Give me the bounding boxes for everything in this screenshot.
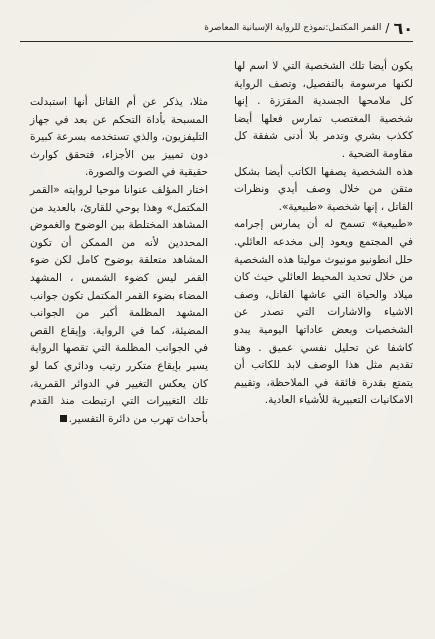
page-header xyxy=(20,16,413,40)
paragraph-text: اختار المؤلف عنوانا موحيا لروايته «القمر المكتمل» وهذا يوحي للقارئ، بالعديد من المشاهد المختلطة بين الوضوح والغموض المحددين لأنه من الممكن أن تكون المشاهد متعلقة بوضوح كامل لكن ضوء القمر ليس كضوء الشمس ، المشهد المضاء بضوء القمر المكتمل تكون جوانب المشهد المظلمة أكبر من الجوانب المضيئة، كما في الرواية. وإيقاع القص في الجوانب المظلمة التي تقصها الرواية يسير بإيقاع متكرر رتيب ودائري كما لو كان يعكس التغيير في الدوائر القمرية، تلك التغييرات التي ارتبطت منذ القدم بأحداث تهرب من دائرة التفسير. xyxy=(30,183,208,425)
right-text-column xyxy=(234,58,413,410)
paragraph: هذه الشخصية يصفها الكاتب أيضا بشكل متقن من خلال وصف أيدي ونظرات القاتل ، إنها شخصية «طبيعية». xyxy=(234,165,413,213)
paragraph-final xyxy=(30,182,208,428)
paragraph: مثلا، يذكر عن أم القاتل أنها استبدلت المسبحة بأداة التحكم عن بعد في جهاز التليفزيون، والذي تستخدمه بسرعة كبيرة دون تمييز بين الأجزاء، فتحقق كوارث حقيقية في الصوت والصورة. xyxy=(30,96,208,179)
running-title: القمر المكتمل:نموذج للرواية الإسبانية المعاصرة xyxy=(204,23,382,33)
left-text-column xyxy=(30,94,208,428)
header-separator: / xyxy=(385,21,390,35)
paragraph: «طبيعية» تسمح له أن يمارس إجرامه في المجتمع ويعود إلى مخدعه العائلي. حلل انطونيو مونيوث موليتا هذه الشخصية من خلال تحديد المحيط العائلي حيث كان ميلاد والحياة التي عاشها القاتل، وصف الاشياء والاشارات التي تصدر عن الشخصيات وبعض عاداتها اليومية يبدو كاشفا عن تحليل نفسي عميق . وهنا تقديم مثل هذا الوصف لابد للكاتب أن يتمتع بقدرة فائقة في الملاحظة، وتقييم الامكانيات التعبيرية للأشياء العادية. xyxy=(234,218,413,407)
header-rule xyxy=(20,41,413,42)
end-of-article-square-icon xyxy=(60,415,67,422)
paragraph: يكون أيضا تلك الشخصية التي لا اسم لها لكنها مرسومة بالتفصيل، وتصف الرواية كل ملامحها الجسدية المقززة . إنها شخصية المغتصب تمارس فعلها أيضا ككذب بشري وتدمر بلا أدنى شفقة كل مقاومة الضحية . xyxy=(234,60,413,160)
page-number: ٦٠ xyxy=(393,18,413,38)
